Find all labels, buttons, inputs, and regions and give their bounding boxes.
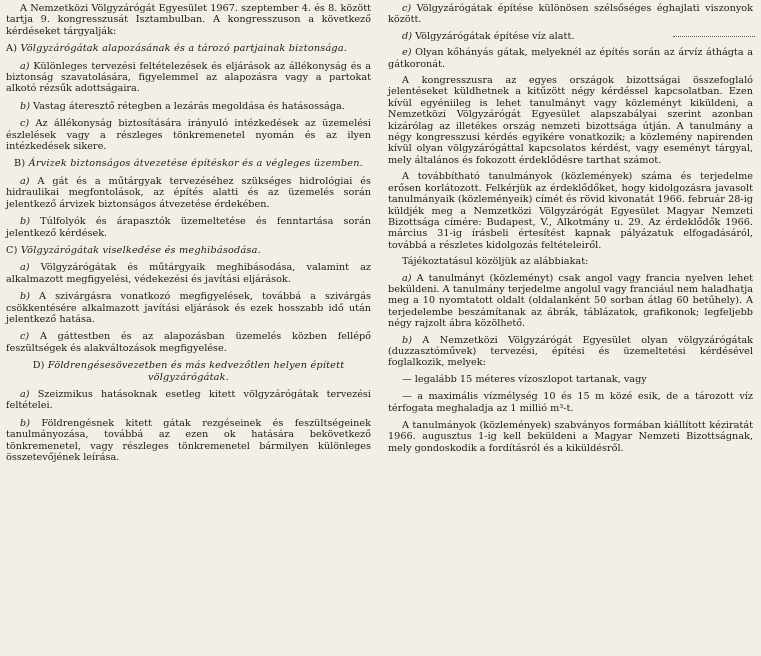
item-text: Olyan kőhányás gátak, melyeknél az építés során az árvíz áthágta a gátkoronát. xyxy=(388,47,753,70)
item-label: b) xyxy=(20,417,30,429)
submission-paragraph: A kongresszusra az egyes országok bizottságai összefoglaló jelentéseket küldhetnek a kitűzött négy kérdéssel kapcsolatban. Ezen kívül egyéniileg is lehet tanulmányt vagy közleményt kiküldeni, a Nemzetközi Völgyzárógát Egyesület alapszabályai szerint azonban kizárólag az illetékes ország nemzeti bizottsága útján. A tanulmány a négy kongresszusi kérdés egyikére vonatkozik; a közlemény napirenden kívül olyan völgyzárógáttal kapcsolatos kérdést, vagy eseményt tárgyal, mely általános és fokozott érdeklődésre tarthat számot. xyxy=(388,75,753,166)
info-item xyxy=(388,273,753,330)
item-text: Földrengésnek kitett gátak rezgéseinek és feszültségeinek tanulmányozása, továbbá az ezen ok hatására bekövetkező tönkremenetel, vagy részleges tönkremenetel bármilyen különleges összetevőjének leírása. xyxy=(6,417,371,463)
item-label: e) xyxy=(402,47,412,59)
section-d-title: Földrengésesövezetben és más kedvezőtlen helyen épített völgyzárógátak. xyxy=(47,360,345,383)
section-b-heading xyxy=(6,158,371,169)
section-c-heading xyxy=(6,245,371,256)
left-column xyxy=(6,3,371,656)
item-label: d) xyxy=(402,30,412,42)
item-text: A Nemzetközi Völgyzárógát Egyesület olyan völgyzárógátak (duzzasztóművek) tervezési, építési és üzemeltetési kérdésével foglalkozik, melyek: xyxy=(388,334,753,369)
info-item xyxy=(388,335,753,369)
section-a-item xyxy=(6,101,371,112)
section-c-item xyxy=(6,331,371,354)
item-label: a) xyxy=(20,175,30,187)
item-text: Különleges tervezési feltételezések és eljárások az állékonyság és a biztonság szavatolására, figyelemmel az alapozásra vagy a partokat alkotó rézsűk adottságaira. xyxy=(6,60,371,95)
section-d-item xyxy=(6,389,371,412)
section-a-prefix: A) xyxy=(6,43,21,55)
section-a-item xyxy=(6,61,371,95)
item-text: Völgyzárógátak építése víz alatt. xyxy=(411,30,575,42)
item-label: a) xyxy=(20,388,30,400)
section-d-heading xyxy=(6,360,371,383)
section-a-title: Völgyzárógátak alapozásának és a tározó partjainak biztonsága. xyxy=(20,43,348,55)
item-label: c) xyxy=(402,3,412,14)
section-d-item xyxy=(6,418,371,464)
item-label: b) xyxy=(20,291,30,303)
section-d-item xyxy=(388,3,753,26)
item-label: c) xyxy=(20,118,30,130)
section-c-title: Völgyzárógátak viselkedése és meghibásodása. xyxy=(20,244,261,256)
section-c-item xyxy=(6,262,371,285)
item-label: c) xyxy=(20,331,30,343)
section-c-item xyxy=(6,291,371,325)
manuscript-paragraph: A tanulmányok (közlemények) szabványos formában kiállított kéziratát 1966. augusztus 1-ig kell beküldeni a Magyar Nemzeti Bizottságnak, mely gondoskodik a fordításról és a kiküldésről. xyxy=(388,420,753,454)
section-b-item xyxy=(6,216,371,239)
item-text: Völgyzárógátak építése különösen szélsőséges éghajlati viszonyok között. xyxy=(388,3,753,26)
section-c-prefix: C) xyxy=(6,244,21,256)
info-intro: Tájékoztatásul közöljük az alábbiakat: xyxy=(402,256,589,268)
item-text: A tanulmányt (közleményt) csak angol vagy francia nyelven lehet beküldeni. A tanulmány terjedelme angolul vagy franciául nem haladhatja meg a 10 nyomtatott oldalt (oldalanként 50 sorban átlag 60 betűhely). A terjedelembe beszámítanak az ábrák, táblázatok, grafikonok; legfeljebb négy rajzolt ábra közölhető. xyxy=(388,272,753,330)
section-a-item xyxy=(6,118,371,152)
item-text: A gát és a műtárgyak tervezéséhez szükséges hidrológiai és hidraulikai megfontolások, az építés alatti és az üzemelés során jelentkező árvizek biztonságos átvezetése érdekében. xyxy=(6,175,371,210)
item-label: a) xyxy=(402,272,412,284)
item-label: b) xyxy=(20,216,30,228)
item-text: Szeizmikus hatásoknak esetleg kitett völgyzárógátak tervezési feltételei. xyxy=(6,388,371,412)
section-b-prefix: B) xyxy=(14,158,29,170)
section-d-item xyxy=(388,47,753,70)
section-d-prefix: D) xyxy=(32,360,48,372)
item-text: Túlfolyók és árapasztók üzemeltetése és fenntartása során jelentkező kérdések. xyxy=(6,216,371,239)
item-text: A szivárgásra vonatkozó megfigyelések, továbbá a szivárgás csökkentésére alkalmazott javítási eljárások és ezek hosszabb idő után jelentkező hatása. xyxy=(6,291,371,325)
item-text: Az állékonyság biztosítására irányuló intézkedések az üzemelési észlelések vagy a részleges tönkremenetel nyomán és az ilyen intézkedések sikere. xyxy=(6,118,371,153)
item-text: A gáttestben és az alapozásban üzemelés közben fellépő feszültségek és alakváltozások megfigyelése. xyxy=(6,331,371,354)
section-b-title: Árvizek biztonságos átvezetése építéskor és a végleges üzemben. xyxy=(28,158,363,170)
right-column xyxy=(388,3,753,656)
item-text: Völgyzárógátak és műtárgyaik meghibásodása, valamint az alkalmazott megfigyelési, védekezési és javítási eljárások. xyxy=(6,262,371,285)
section-b-item xyxy=(6,176,371,210)
item-text: Vastag áteresztő rétegben a lezárás megoldása és hatásossága. xyxy=(29,100,345,112)
divider-line xyxy=(673,36,755,37)
deadline-paragraph: A továbbítható tanulmányok (közlemények) száma és terjedelme erősen korlátozott. Felkérjük az érdeklődőket, hogy kidolgozásra javasolt tanulmányaik (közleményeik) címét és rövid kivonatát 1966. február 28-ig küldjék meg a Nemzetközi Völgyzárógát Egyesület Magyar Nemzeti Bizottsága címére: Budapest, V., Alkotmány u. 29. Az érdeklődők 1966. március 31-ig írásbeli értesítést kapnak pályázatuk elfogadásáról, továbbá a részletes kidolgozás feltételeiről. xyxy=(388,171,753,251)
section-a-heading xyxy=(6,43,371,54)
criteria-item: — a maximális vízmélység 10 és 15 m közé esik, de a tározott víz térfogata meghaladja az 1 millió m³-t. xyxy=(388,391,753,414)
intro-paragraph: A Nemzetközi Völgyzárógát Egyesület 1967. szeptember 4. és 8. között tartja 9. kongresszusát Isztambulban. A kongresszuson a következő kérdéseket tárgyalják: xyxy=(6,3,371,37)
item-label: b) xyxy=(20,100,30,112)
item-label: a) xyxy=(20,60,30,72)
criteria-item: — legalább 15 méteres vízoszlopot tartanak, vagy xyxy=(402,373,647,385)
item-label: b) xyxy=(402,334,412,346)
item-label: a) xyxy=(20,262,30,274)
